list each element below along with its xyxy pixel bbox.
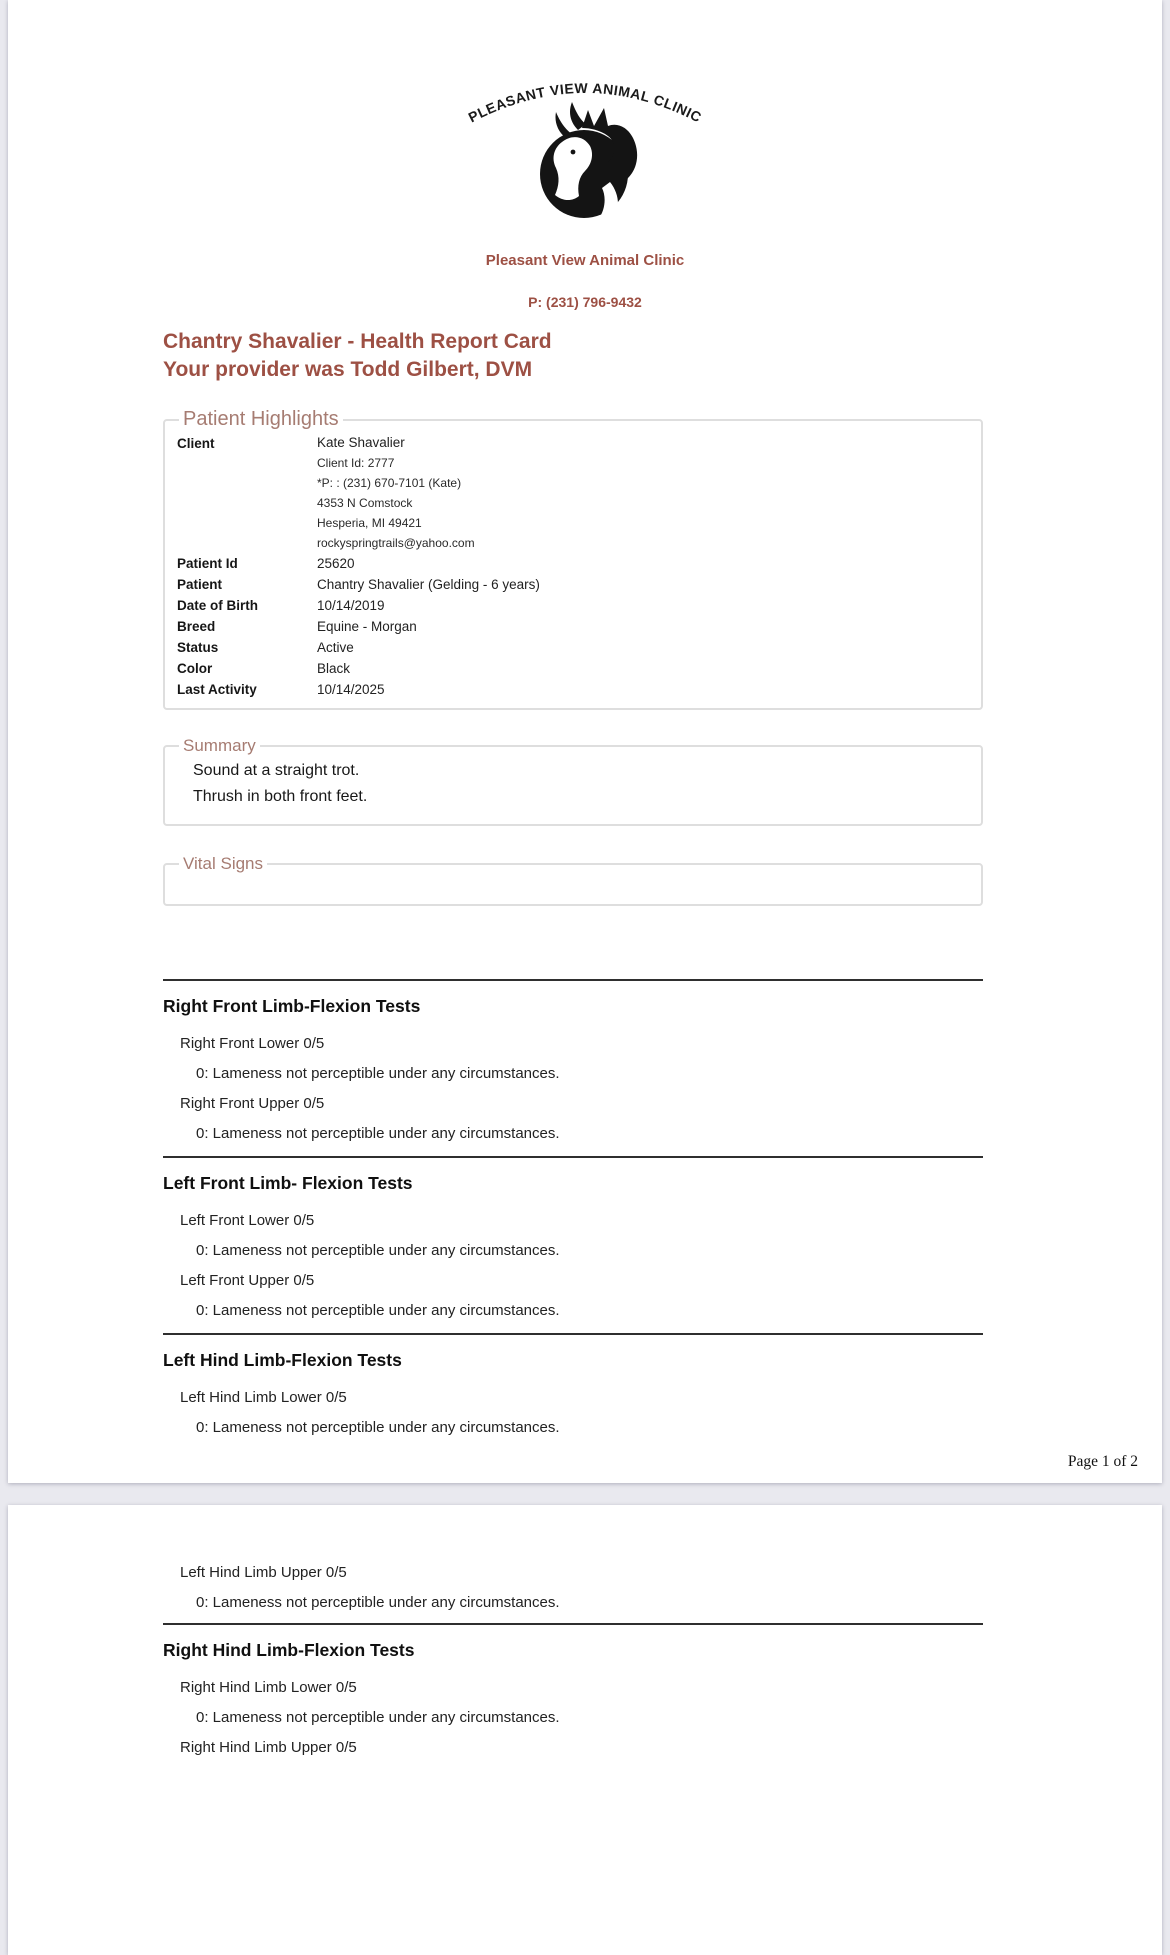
clinic-name: Pleasant View Animal Clinic	[485, 252, 685, 269]
patient-row	[177, 658, 969, 679]
flexion-item: Left Hind Limb Upper 0/5	[180, 1564, 347, 1581]
section-heading: Left Hind Limb-Flexion Tests	[163, 1350, 402, 1370]
row-value: Black	[317, 661, 351, 676]
client-id: Client Id: 2777	[317, 456, 395, 470]
flexion-item: Left Front Upper 0/5	[180, 1272, 315, 1289]
report-page-2	[8, 1505, 1162, 1955]
row-label: Date of Birth	[177, 598, 258, 613]
client-address-street: 4353 N Comstock	[317, 496, 413, 510]
client-row	[177, 433, 969, 553]
summary-line: Sound at a straight trot.	[193, 762, 360, 779]
flexion-section-left-hind	[163, 1333, 983, 1450]
clinic-arc-text: PLEASANT VIEW ANIMAL CLINIC	[465, 79, 705, 126]
flexion-grade: 0: Lameness not perceptible under any circumstances.	[196, 1709, 560, 1726]
row-value: Equine - Morgan	[317, 619, 417, 634]
client-phone: *P: : (231) 670-7101 (Kate)	[317, 476, 462, 490]
flexion-section-right-hind	[163, 1623, 983, 1770]
flexion-section-left-front	[163, 1156, 983, 1333]
clinic-header	[8, 0, 1162, 310]
svg-text:PLEASANT VIEW ANIMAL CLINIC	[466, 80, 705, 126]
summary-line: Thrush in both front feet.	[193, 788, 368, 805]
patient-row	[177, 595, 969, 616]
section-heading: Right Front Limb-Flexion Tests	[163, 996, 421, 1016]
row-value: Active	[317, 640, 354, 655]
report-title-block	[163, 328, 1023, 384]
patient-highlights-legend: Patient Highlights	[183, 408, 339, 430]
vital-signs-body	[177, 876, 969, 896]
patient-row	[177, 574, 969, 595]
flexion-tests	[8, 979, 1162, 1450]
report-subtitle: Your provider was Todd Gilbert, DVM	[163, 358, 533, 381]
horse-head-icon	[540, 102, 637, 220]
row-label: Patient	[177, 577, 223, 592]
flexion-section-left-hind-continued	[163, 1505, 983, 1613]
summary-body	[177, 758, 969, 816]
flexion-item: Left Hind Limb Lower 0/5	[180, 1389, 347, 1406]
flexion-item: Left Front Lower 0/5	[180, 1212, 315, 1229]
patient-row	[177, 637, 969, 658]
page-number: Page 1 of 2	[1067, 1453, 1138, 1470]
flexion-section-right-front	[163, 979, 983, 1156]
report-page-1	[8, 0, 1162, 1483]
patient-row	[177, 616, 969, 637]
patient-row	[177, 553, 969, 574]
row-value: 10/14/2019	[317, 598, 385, 613]
flexion-grade: 0: Lameness not perceptible under any circumstances.	[196, 1302, 560, 1319]
flexion-grade: 0: Lameness not perceptible under any circumstances.	[196, 1242, 560, 1259]
client-address-city: Hesperia, MI 49421	[317, 516, 422, 530]
patient-highlights-panel	[163, 408, 983, 710]
vital-signs-panel	[163, 854, 983, 906]
flexion-item: Right Hind Limb Lower 0/5	[180, 1679, 357, 1696]
row-label: Color	[177, 661, 213, 676]
row-label: Last Activity	[177, 682, 257, 697]
flexion-item: Right Front Lower 0/5	[180, 1035, 325, 1052]
summary-legend: Summary	[183, 736, 256, 755]
client-details	[317, 433, 475, 553]
patient-row	[177, 679, 969, 700]
row-value: Chantry Shavalier (Gelding - 6 years)	[317, 577, 540, 592]
flexion-item: Right Front Upper 0/5	[180, 1095, 325, 1112]
row-value: 10/14/2025	[317, 682, 385, 697]
row-label: Patient Id	[177, 556, 238, 571]
flexion-grade: 0: Lameness not perceptible under any circumstances.	[196, 1419, 560, 1436]
clinic-logo-horse-icon	[454, 68, 716, 220]
summary-panel	[163, 736, 983, 826]
client-name: Kate Shavalier	[317, 435, 405, 450]
clinic-phone: P: (231) 796-9432	[528, 294, 642, 310]
flexion-item: Right Hind Limb Upper 0/5	[180, 1739, 357, 1756]
section-heading: Left Front Limb- Flexion Tests	[163, 1173, 413, 1193]
report-title: Chantry Shavalier - Health Report Card	[163, 330, 552, 353]
client-email: rockyspringtrails@yahoo.com	[317, 536, 475, 550]
flexion-grade: 0: Lameness not perceptible under any circumstances.	[196, 1594, 560, 1611]
flexion-grade: 0: Lameness not perceptible under any circumstances.	[196, 1125, 560, 1142]
flexion-grade: 0: Lameness not perceptible under any circumstances.	[196, 1065, 560, 1082]
row-label: Status	[177, 640, 219, 655]
section-heading: Right Hind Limb-Flexion Tests	[163, 1640, 415, 1660]
row-label: Breed	[177, 619, 216, 634]
vital-signs-legend: Vital Signs	[183, 854, 264, 873]
row-value: 25620	[317, 556, 355, 571]
client-label: Client	[177, 436, 215, 451]
